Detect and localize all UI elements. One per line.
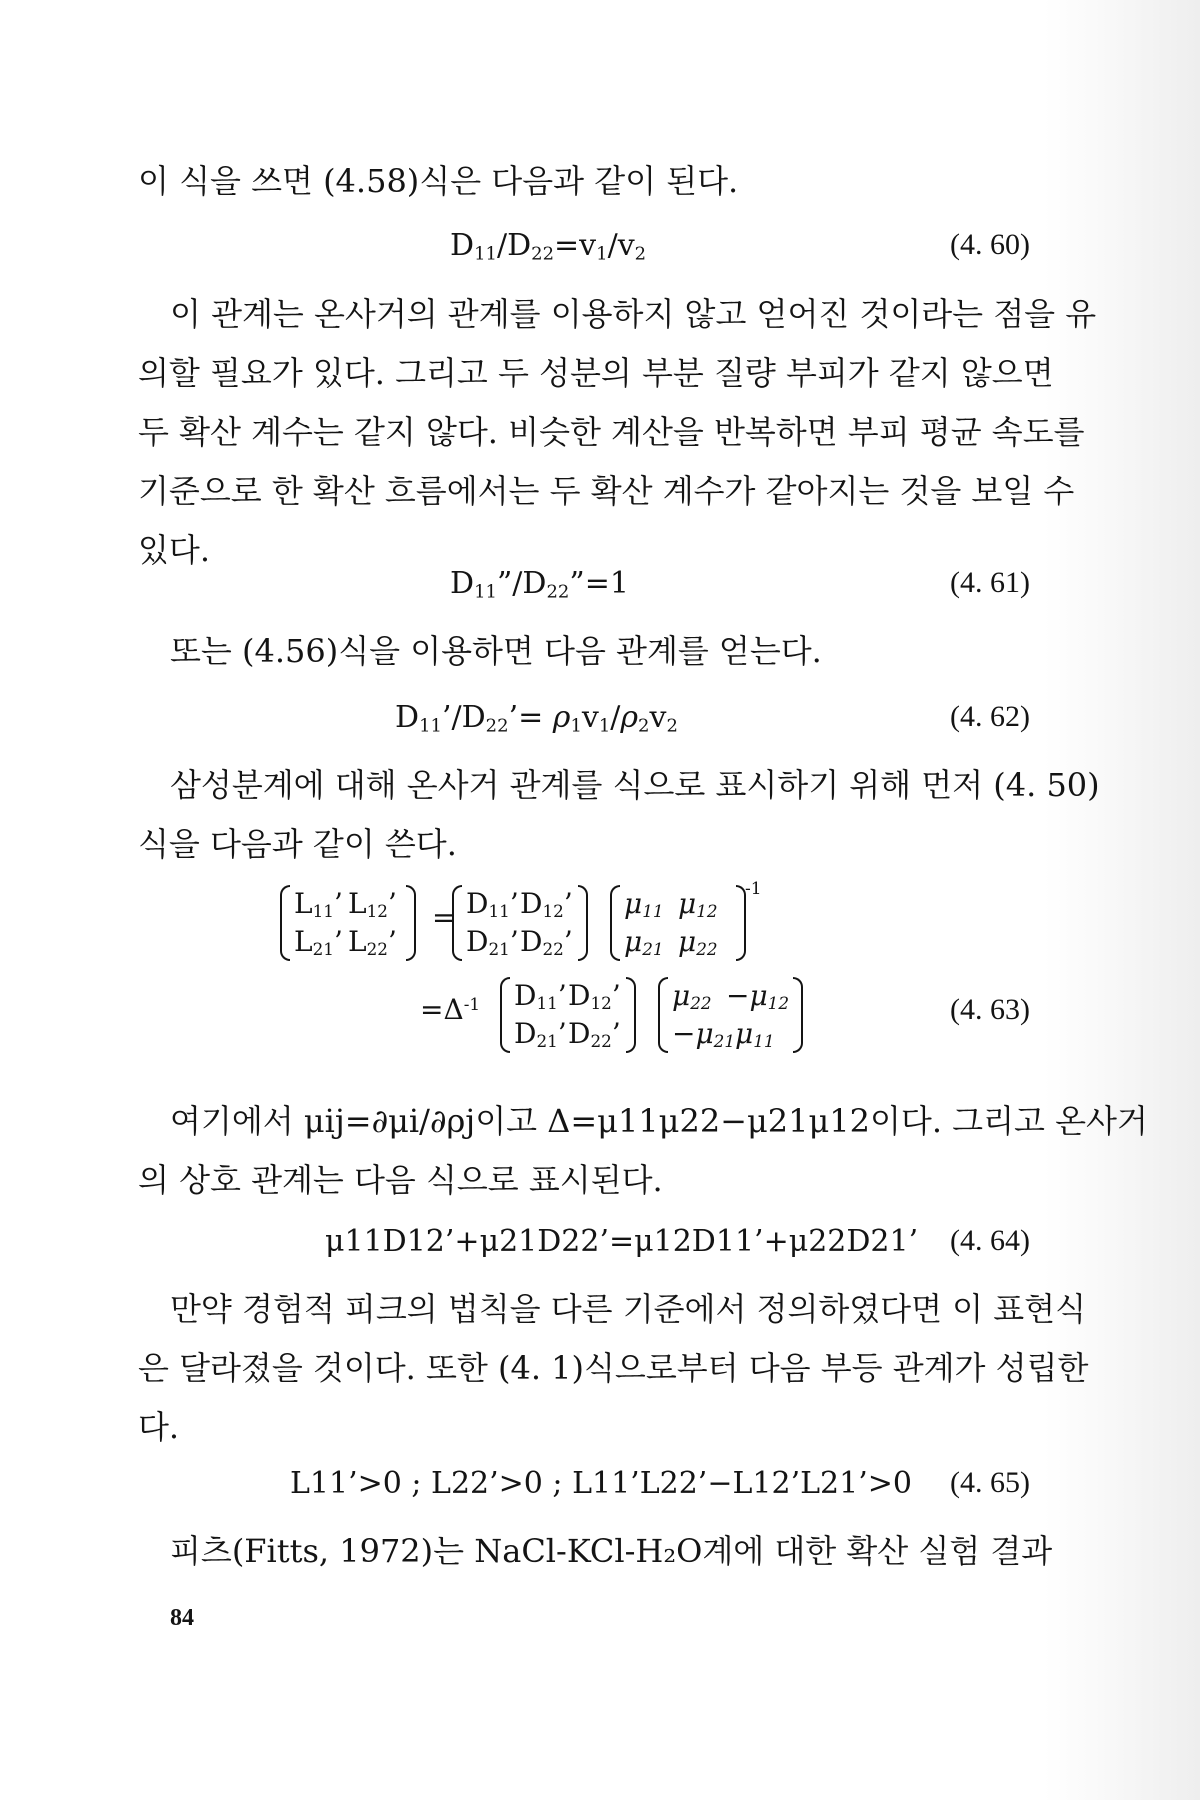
equation-4-62-body: $D_{11}’/D_{22}’= \rho_1v_1/\rho_2v_2$ xyxy=(395,700,678,737)
equals-sign: = xyxy=(432,901,456,934)
matrix-D: $D_{11}’D_{12}$’ $D_{21}’D_{22}$’ xyxy=(452,885,588,961)
equation-4-64 xyxy=(0,1218,1200,1268)
equation-number: (4. 62) xyxy=(950,700,1030,733)
paragraph-4: 삼성분계에 대해 온사거 관계를 식으로 표시하기 위해 먼저 (4. 50) 식을 다음과 같이 쓴다. xyxy=(138,766,1100,863)
equation-number: (4. 61) xyxy=(950,566,1030,599)
equation-4-60 xyxy=(0,222,1200,272)
paragraph-2: 이 관계는 온사거의 관계를 이용하지 않고 얻어진 것이라는 점을 유 의할 필요가 있다. 그리고 두 성분의 부분 질량 부피가 같지 않으면 두 확산 계수는 같지 않다. 비슷한 계산을 반복하면 부피 평균 속도를 기준으로 한 확산 흐름에서는 두 확산 계수가 같아지는 것을 보일 수 있다. xyxy=(138,295,1097,569)
equation-4-62 xyxy=(0,694,1200,744)
paragraph-5: 여기에서 μij=∂μi/∂ρj이고 Δ=μ11μ22−μ21μ12이다. 그리고 온사거 의 상호 관계는 다음 식으로 표시된다. xyxy=(138,1102,1148,1199)
equation-number: (4. 63) xyxy=(950,993,1030,1026)
delta-inverse: $=\Delta^{-1}$ xyxy=(420,993,481,1026)
equation-number: (4. 64) xyxy=(950,1224,1030,1257)
equation-number: (4. 65) xyxy=(950,1466,1030,1499)
paragraph-7: 피츠(Fitts, 1972)는 NaCl-KCl-H₂O계에 대한 확산 실험 결과 xyxy=(170,1532,1053,1570)
equation-number: (4. 60) xyxy=(950,228,1030,261)
equation-4-65-body: L11’>0 ; L22’>0 ; L11’L22’−L12’L21’>0 xyxy=(290,1466,912,1501)
paragraph-1: 이 식을 쓰면 (4.58)식은 다음과 같이 된다. xyxy=(138,162,739,200)
equation-4-65 xyxy=(0,1460,1200,1510)
matrix-mu-adjugate: $\mu_{22} -\mu_{12}$ $-\mu_{21}\mu_{11}$ xyxy=(658,977,803,1053)
paragraph-3: 또는 (4.56)식을 이용하면 다음 관계를 얻는다. xyxy=(170,632,822,670)
matrix-L: $L_{11}$’ $L_{12}$’ $L_{21}$’ $L_{22}$’ xyxy=(280,885,416,961)
page-number: 84 xyxy=(170,1605,194,1631)
matrix-D-second: $D_{11}’D_{12}$’ $D_{21}’D_{22}$’ xyxy=(500,977,636,1053)
equation-4-61 xyxy=(0,560,1200,610)
equation-4-64-body: μ11D12’+μ21D22’=μ12D11’+μ22D21’ xyxy=(325,1224,919,1259)
equation-4-60-body: $D_{11}/D_{22}=v_1/v_2$ xyxy=(450,228,647,265)
equation-4-63: $L_{11}$’ $L_{12}$’ $L_{21}$’ $L_{22}$’ = $D_{11}’D_{12}$’ $D_{21}’D_{22}$’ $\mu_{11}$ $\mu_{12}$ $\mu_{21}$ $\mu_{22}$ -1 $=\Delta^{-1}$ $D_{11}’D_{12}$’ $D_{21}’D_{22}$’ $\mu_{22} -\mu_{12}$ $-\mu_{21}\mu_{11}$ (4. 63) xyxy=(0,885,1200,1075)
paragraph-6: 만약 경험적 피크의 법칙을 다른 기준에서 정의하였다면 이 표현식 은 달라졌을 것이다. 또한 (4. 1)식으로부터 다음 부등 관계가 성립한 다. xyxy=(138,1290,1089,1446)
equation-4-61-body: $D_{11}”/D_{22}”=1$ xyxy=(450,566,629,603)
matrix-mu: $\mu_{11}$ $\mu_{12}$ $\mu_{21}$ $\mu_{22}$ xyxy=(610,885,746,961)
